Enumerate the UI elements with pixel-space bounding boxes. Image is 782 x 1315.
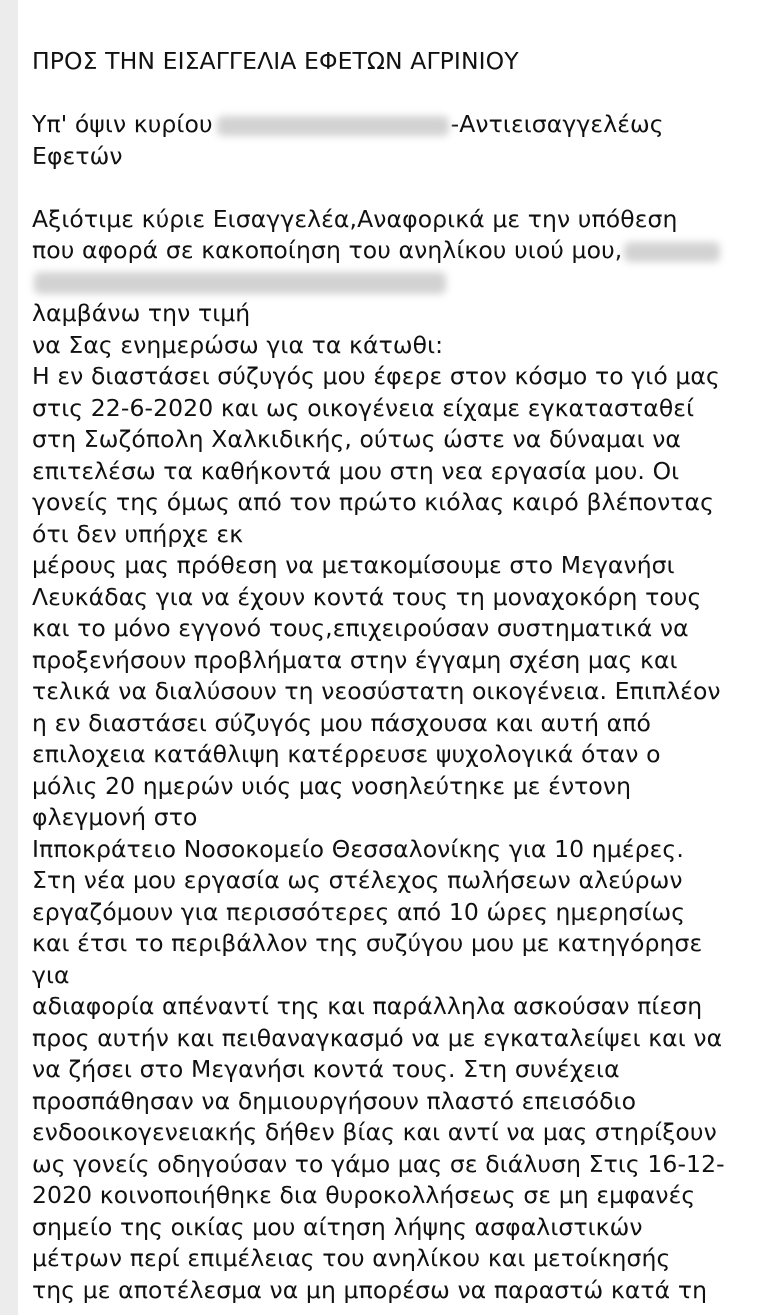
body-line: ενδοοικογενειακής δήθεν βίας και αντί να μας στηρίξουν — [32, 1118, 717, 1146]
body-line: και το μόνο εγγονό τους,επιχειρούσαν συστηματικά να — [32, 614, 689, 642]
body-line: αδιαφορία απέναντί της και παράλληλα ασκούσαν πίεση — [32, 992, 703, 1020]
document-heading: ΠΡΟΣ ΤΗΝ ΕΙΣΑΓΓΕΛΙΑ ΕΦΕΤΩΝ ΑΓΡΙΝΙΟΥ — [32, 47, 519, 75]
body-line: επιτελέσω τα καθήκοντά μου στη νεα εργασία μου. Οι — [32, 456, 680, 485]
redacted-name — [624, 242, 720, 262]
body-line: τελικά να διαλύσουν τη νεοσύστατη οικογένεια. Επιπλέον — [32, 677, 721, 705]
body-line: της με αποτέλεσμα να μη μπορέσω να παραστώ κατά τη — [32, 1275, 708, 1304]
body-line: μόλις 20 ημερών υιός μας νοσηλεύτηκε με έντονη — [32, 771, 632, 800]
body-line: ότι δεν υπήρχε εκ — [32, 519, 244, 548]
salutation-line: Αξιότιμε κύριε Εισαγγελέα,Αναφορικά με την υπόθεση — [32, 204, 678, 233]
body-line: μέρους μας πρόθεση να μετακομίσουμε στο Μεγανήσι — [32, 551, 675, 579]
document-page — [18, 0, 782, 1315]
subject-line — [32, 235, 774, 267]
addressee-prefix: Υπ' όψιν κυρίου — [32, 110, 213, 138]
body-line: 2020 κοινοποιήθηκε δια θυροκολλήσεως σε μη εμφανές — [32, 1181, 696, 1209]
body-line: προξενήσουν προβλήματα στην έγγαμη σχέση μας και — [32, 645, 678, 674]
body-line: μέτρων περί επιμέλειας του ανηλίκου και μετοίκησής — [32, 1244, 671, 1272]
body-line: ως γονείς οδηγούσαν το γάμο μας σε διάλυση Στις 16-12- — [32, 1149, 725, 1178]
body-line: Ιπποκράτειο Νοσοκομείο Θεσσαλονίκης για 10 ημέρες. — [32, 834, 684, 863]
redacted-name — [217, 116, 449, 136]
body-line: στις 22-6-2020 και ως οικογένεια είχαμε εγκατασταθεί — [32, 393, 695, 422]
redacted-line — [32, 267, 774, 299]
body-line: για — [32, 960, 70, 989]
body-line: εργαζόμουν για περισσότερες από 10 ώρες ημερησίως — [32, 897, 686, 926]
body-line: να ζήσει στο Μεγανήσι κοντά τους. Στη συνέχεια — [32, 1055, 620, 1083]
body-line: γονείς της όμως από τον πρώτο κιόλας καιρό βλέποντας — [32, 488, 715, 516]
body-line: και έτσι το περιβάλλον της συζύγου μου με κατηγόρησε — [32, 929, 703, 957]
body-line: να Σας ενημερώσω για τα κάτωθι: — [32, 330, 444, 359]
body-line: Η εν διαστάσει σύζυγός μου έφερε στον κόσμο το γιό μας — [32, 362, 720, 390]
body-line: προσπάθησαν να δημιουργήσουν πλαστό επεισόδιο — [32, 1086, 637, 1115]
subject-line-text: που αφορά σε κακοποίηση του ανηλίκου υιού μου, — [32, 236, 623, 264]
body-line: Λευκάδας για να έχουν κοντά τους τη μοναχοκόρη τους — [32, 582, 702, 611]
addressee-suffix: -Αντιεισαγγελέως — [450, 110, 664, 138]
body-line: η εν διαστάσει σύζυγός μου πάσχουσα και αυτή από — [32, 708, 651, 737]
body-line: επιλοχεια κατάθλιψη κατέρρευσε ψυχολογικά όταν ο — [32, 740, 661, 768]
addressee-line-2: Εφετών — [32, 141, 123, 170]
body-line: προς αυτήν και πειθαναγκασμό να με εγκαταλείψει και να — [32, 1023, 723, 1052]
body-line: σημείο της οικίας μου αίτηση λήψης ασφαλιστικών — [32, 1212, 643, 1241]
body-line: λαμβάνω την τιμή — [32, 299, 251, 327]
document-text — [32, 46, 774, 1306]
spacer — [32, 172, 774, 204]
addressee-line — [32, 109, 774, 141]
redacted-text — [34, 272, 446, 294]
body-line: στη Σωζόπολη Χαλκιδικής, ούτως ώστε να δύναμαι να — [32, 425, 682, 453]
spacer — [32, 78, 774, 110]
body-line: Στη νέα μου εργασία ως στέλεχος πωλήσεων αλεύρων — [32, 866, 683, 894]
body-line: φλεγμονή στο — [32, 803, 198, 831]
body-paragraph — [32, 298, 774, 1306]
